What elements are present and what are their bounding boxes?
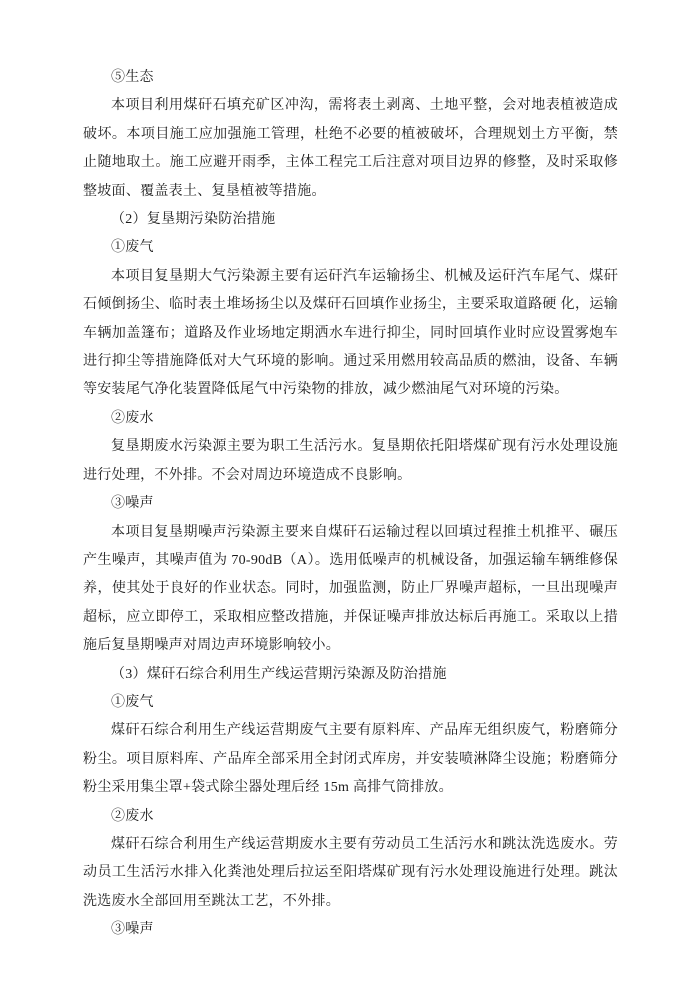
heading-noise-operation: ③噪声 [111,922,154,938]
para-ecology-measures: 本项目利用煤矸石填充矿区冲沟，需将表土剥离、土地平整，会对地表植被造成破坏。本项目施工应加强施工管理，杜绝不必要的植被破坏，合理规划土方平衡，禁止随地取土。施工应避开雨季，主体工程完工后注意对项目边界的修整，及时采取修整坡面、覆盖表土、复垦植被等措施。 [83,98,618,199]
para-wastewater-operation: 煤矸石综合利用生产线运营期废水主要有劳动员工生活污水和跳汰洗选废水。劳动员工生活污水排入化粪池处理后拉运至阳塔煤矿现有污水处理设施进行处理。跳汰洗选废水全部回用至跳汰工艺，不外排。 [83,836,618,909]
para-waste-gas-reclamation: 本项目复垦期大气污染源主要有运矸汽车运输扬尘、机械及运矸汽车尾气、煤矸石倾倒扬尘、临时表土堆场扬尘以及煤矸石回填作业扬尘，主要采取道路硬 化，运输车辆加盖篷布；道路及作业场地定期洒水车进行抑尘，同时回填作业时应设置雾炮车进行抑尘等措施降低对大气环境的影响。通过采用燃用较高品质的燃油，设备、车辆等安装尾气净化装置降低尾气中污染物的排放，减少燃油尾气对环境的污染。 [83,268,618,398]
heading-wastewater-operation: ②废水 [111,808,154,824]
heading-production-line-operation: （3）煤矸石综合利用生产线运营期污染源及防治措施 [111,666,447,682]
heading-waste-gas-reclamation: ①废气 [111,240,154,256]
heading-wastewater-reclamation: ②废水 [111,410,154,426]
heading-ecology: ⑤生态 [111,70,154,85]
heading-waste-gas-operation: ①废气 [111,694,154,710]
heading-noise-reclamation: ③噪声 [111,496,154,512]
para-wastewater-reclamation: 复垦期废水污染源主要为职工生活污水。复垦期依托阳塔煤矿现有污水处理设施进行处理，不外排。不会对周边环境造成不良影响。 [83,439,618,483]
heading-reclamation-pollution-control: （2）复垦期污染防治措施 [111,212,276,228]
para-waste-gas-operation: 煤矸石综合利用生产线运营期废气主要有原料库、产品库无组织废气，粉磨筛分粉尘。项目原料库、产品库全部采用全封闭式库房，并安装喷淋降尘设施；粉磨筛分粉尘采用集尘罩+袋式除尘器处理后经 15m 高排气筒排放。 [83,723,618,796]
para-noise-reclamation: 本项目复垦期噪声污染源主要来自煤矸石运输过程以回填过程推土机推平、碾压产生噪声，其噪声值为 70-90dB（A）。选用低噪声的机械设备，加强运输车辆维修保养，使其处于良好的作业状态。同时，加强监测，防止厂界噪声超标，一旦出现噪声超标，应立即停工，采取相应整改措施，并保证噪声排放达标后再施工。采取以上措施后复垦期噪声对周边声环境影响较小。 [83,524,618,654]
